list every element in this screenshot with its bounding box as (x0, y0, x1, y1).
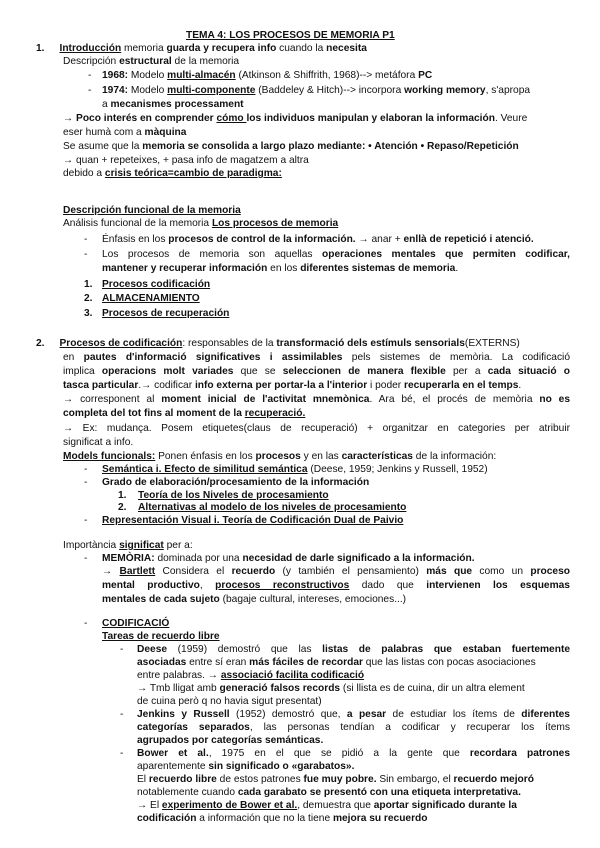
list-item-cont: notablemente cuando cada garabato se presentó con una etiqueta interpretativa. (137, 787, 521, 798)
list-item-cont: categorías separados, las personas tendían a codificar y recuperar los ítems (137, 722, 570, 733)
list-item: Grado de elaboración/procesamiento de la información (102, 477, 370, 488)
list-item-cont: mentales de cada sujeto (bagaje cultural, intereses, emociones...) (102, 594, 407, 605)
dash-marker: - (84, 515, 88, 526)
text-line: debido a crisis teórica=cambio de paradigma: (63, 168, 282, 179)
list-item-cont: agrupados por categorías semánticas. (137, 735, 324, 746)
text-line: Se asume que la memoria se consolida a largo plazo mediante: • Atención • Repaso/Repetición (63, 141, 519, 152)
dash-marker: - (88, 70, 92, 81)
text-line: Análisis funcional de la memoria Los procesos de memoria (63, 218, 339, 229)
list-item-cont: → Tmb lligat amb generació falsos records (si llista es de cuina, dir un altra element (137, 683, 525, 694)
text-line: → Ex: mudança. Posem etiquetes(claus de recuperació) + organitzar en categories per atribuir (63, 423, 570, 434)
subheading: CODIFICACIÓ (102, 618, 170, 629)
list-number: 2. (84, 293, 93, 304)
dash-marker: - (84, 618, 88, 629)
text-line: → Poco interés en comprender cómo los individuos manipulan y elaboran la información. Veure (63, 113, 528, 124)
list-item-cont: codificación a información que no la tiene mejora su recuerdo (137, 813, 428, 824)
list-item-cont: entre palabras. → associació facilita codificació (137, 670, 365, 681)
text-line: Importància significat per a: (63, 540, 193, 551)
list-item: Bower et al., 1975 en el que se pidió a la gente que recordara patrones (137, 748, 570, 759)
list-item-cont: → El experimento de Bower et al., demuestra que aportar significado durante la (137, 800, 517, 811)
list-number: 1. (84, 279, 93, 290)
dash-marker: - (84, 553, 88, 564)
list-item: Énfasis en los procesos de control de la información. → anar + enllà de repetició i atenció. (102, 234, 534, 245)
section-1-heading: Introducción (59, 43, 122, 54)
text-line: → quan + repeteixes, + pasa info de magatzem a altra (63, 155, 309, 166)
list-number: 1. (118, 490, 127, 501)
list-item-cont: a mecanismes processament (102, 99, 244, 110)
dash-marker: - (120, 709, 124, 720)
section-1-heading-line: 1. Introducción memoria guarda y recupera info cuando la necesita (36, 43, 367, 54)
subheading: Tareas de recuerdo libre (102, 631, 220, 642)
list-number: 3. (84, 308, 93, 319)
dash-marker: - (84, 234, 88, 245)
list-item: Representación Visual i. Teoría de Codificación Dual de Paivio (102, 515, 404, 526)
list-item: Alternativas al modelo de los niveles de procesamiento (138, 502, 407, 513)
list-item-cont: mantener y recuperar información en los diferentes sistemas de memoria. (102, 263, 459, 274)
section-2-heading-line: 2. Procesos de codificación: responsables de la transformació dels estímuls sensorials(EXTERNS) (36, 338, 520, 349)
dash-marker: - (84, 477, 88, 488)
text-line: tasca particular.→ codificar info externa per portar-la a l'interior i poder recuperarla en el temps. (63, 380, 522, 391)
list-item: 1968: Modelo multi-almacén (Atkinson & Shiffrith, 1968)--> metáfora PC (102, 70, 433, 81)
text-line: → corresponent al moment inicial de l'activitat mnemònica. Ara bé, el procés de memòria no es (63, 394, 571, 405)
text-line: en pautes d'informació significatives i assimilables pels sistemes de memòria. La codificació (63, 352, 570, 363)
page-title: TEMA 4: LOS PROCESOS DE MEMORIA P1 (186, 30, 395, 41)
dash-marker: - (84, 249, 88, 260)
list-item-cont: asociadas entre sí eran más fáciles de recordar que las listas con pocas asociaciones (137, 657, 536, 668)
list-item: MEMÒRIA: dominada por una necesidad de darle significado a la información. (102, 553, 475, 564)
list-item-cont: → Bartlett Considera el recuerdo (y también el pensamiento) más que como un proceso (102, 566, 570, 577)
subheading: Descripción funcional de la memoria (63, 205, 241, 216)
list-item: Jenkins y Russell (1952) demostró que, a pesar de estudiar los ítems de diferentes (137, 709, 570, 720)
list-item: 1974: Modelo multi-componente (Baddeley & Hitch)--> incorpora working memory, s'apropa (102, 85, 531, 96)
list-item: Semántica i. Efecto de similitud semántica (Deese, 1959; Jenkins y Russell, 1952) (102, 464, 488, 475)
dash-marker: - (120, 644, 124, 655)
list-item: Teoría de los Niveles de procesamiento (138, 490, 329, 501)
list-item: Procesos de recuperación (102, 308, 230, 319)
list-number: 2. (118, 502, 127, 513)
list-item-cont: de cuina però q no havia sigut presentat) (137, 696, 322, 707)
text-line: significat a info. (63, 437, 134, 448)
list-item: Procesos codificación (102, 279, 211, 290)
list-item-cont: aparentemente sin significado o «garabatos». (137, 761, 355, 772)
text-line: Descripción estructural de la memoria (63, 56, 240, 67)
dash-marker: - (84, 464, 88, 475)
list-item-cont: El recuerdo libre de estos patrones fue muy pobre. Sin embargo, el recuerdo mejoró (137, 774, 534, 785)
list-item: ALMACENAMIENTO (102, 293, 200, 304)
list-item: Los procesos de memoria son aquellas operaciones mentales que permiten codificar, (102, 249, 571, 260)
text-line: Models funcionals: Ponen énfasis en los procesos y en las características de la información: (63, 451, 497, 462)
text-line: completa del tot fins al moment de la recuperació. (63, 408, 306, 419)
dash-marker: - (88, 85, 92, 96)
text-line: implica operacions molt variades que se seleccionen de manera flexible per a cada situació o (63, 366, 570, 377)
list-item-cont: mental productivo, procesos reconstructivos dado que intervienen los esquemas (102, 580, 570, 591)
list-item: Deese (1959) demostró que las listas de palabras que estaban fuertemente (137, 644, 571, 655)
dash-marker: - (120, 748, 124, 759)
text-line: eser humà com a màquina (63, 127, 187, 138)
section-2-heading: Procesos de codificación (59, 338, 183, 349)
